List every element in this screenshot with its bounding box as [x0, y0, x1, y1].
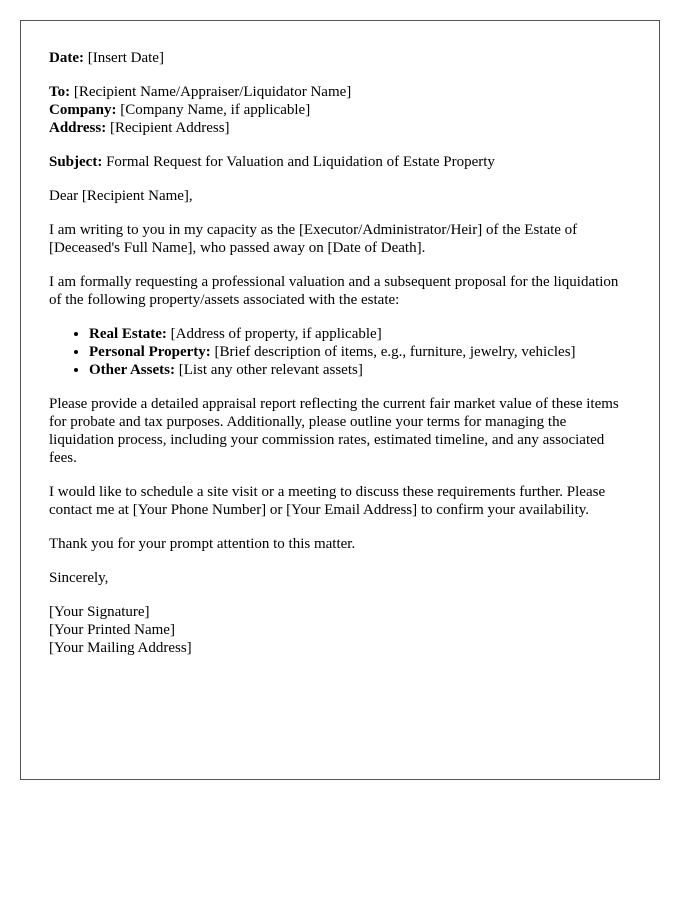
subject-label: Subject:: [49, 154, 103, 170]
list-item: [89, 343, 631, 361]
signature-block: [49, 603, 631, 657]
asset-label: Real Estate:: [89, 326, 167, 342]
list-item: [89, 325, 631, 343]
paragraph-appraisal: Please provide a detailed appraisal report reflecting the current fair market value of these items for probate and tax purposes. Additionally, please outline your terms for managing the liquidation process, including your commission rates, estimated timeline, and any associated fees.: [49, 396, 619, 466]
company-value: [Company Name, if applicable]: [116, 102, 311, 118]
asset-value: [Address of property, if applicable]: [166, 326, 382, 342]
date-value: [Insert Date]: [83, 50, 164, 66]
date-line: [49, 49, 631, 67]
asset-list: [49, 325, 631, 379]
asset-label: Other Assets:: [89, 362, 175, 378]
company-line: [49, 101, 631, 119]
to-line: [49, 83, 631, 101]
paragraph-request: I am formally requesting a professional valuation and a subsequent proposal for the liquidation of the following property/assets associated with the estate:: [49, 274, 619, 308]
to-label: To:: [49, 84, 71, 100]
valediction: Sincerely,: [49, 570, 109, 586]
asset-value: [Brief description of items, e.g., furniture, jewelry, vehicles]: [210, 344, 576, 360]
list-item: [89, 361, 631, 379]
mailing-address-line: [Your Mailing Address]: [49, 640, 192, 656]
signature-line: [Your Signature]: [49, 604, 150, 620]
letter-document: [20, 20, 660, 780]
date-line-block: [49, 49, 631, 67]
company-label: Company:: [49, 102, 117, 118]
paragraph-capacity: I am writing to you in my capacity as the [Executor/Administrator/Heir] of the Estate of [Deceased's Full Name], who passed away on [Date of Death].: [49, 222, 578, 256]
asset-label: Personal Property:: [89, 344, 211, 360]
asset-value: [List any other relevant assets]: [174, 362, 363, 378]
subject-block: [49, 153, 631, 171]
address-line: [49, 119, 631, 137]
to-value: [Recipient Name/Appraiser/Liquidator Name]: [70, 84, 352, 100]
printed-name-line: [Your Printed Name]: [49, 622, 175, 638]
date-label: Date:: [49, 50, 84, 66]
recipient-block: [49, 83, 631, 137]
paragraph-thanks: Thank you for your prompt attention to this matter.: [49, 536, 356, 552]
address-label: Address:: [49, 120, 107, 136]
salutation: Dear [Recipient Name],: [49, 188, 193, 204]
address-value: [Recipient Address]: [106, 120, 230, 136]
subject-value: Formal Request for Valuation and Liquidation of Estate Property: [102, 154, 495, 170]
paragraph-contact: I would like to schedule a site visit or a meeting to discuss these requirements further. Please contact me at [Your Phone Number] or [Your Email Address] to confirm your availability.: [49, 484, 606, 518]
subject-line: [49, 153, 631, 171]
